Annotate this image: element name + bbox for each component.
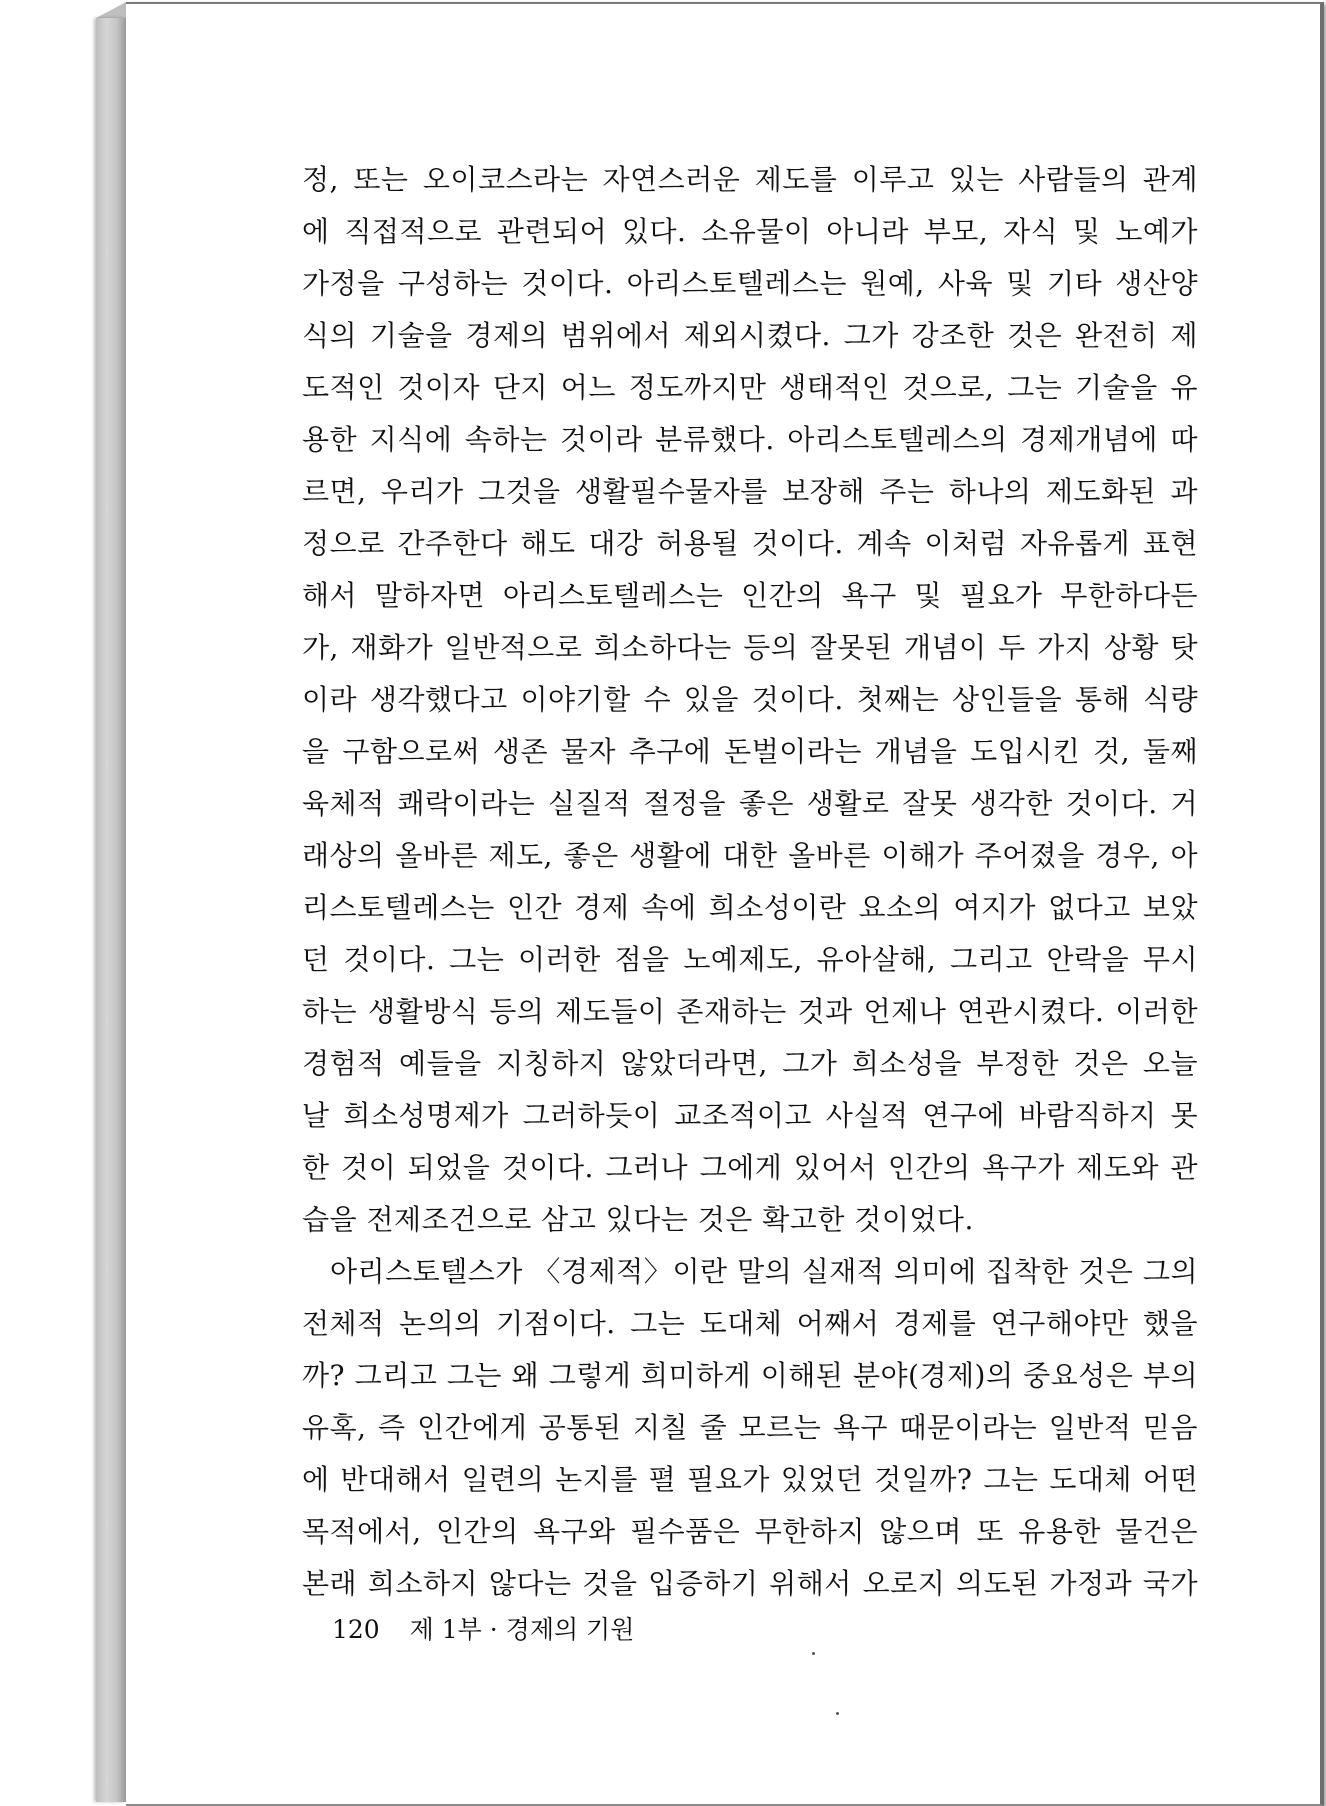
text-line: 경험적 예들을 지칭하지 않았더라면, 그가 희소성을 부정한 것은 오늘 [302, 1047, 1198, 1080]
text-line: 한 것이 되었을 것이다. 그러나 그에게 있어서 인간의 욕구가 제도와 관 [302, 1151, 1198, 1184]
text-line: 해서 말하자면 아리스토텔레스는 인간의 욕구 및 필요가 무한하다든 [302, 579, 1198, 612]
text-line: 에 직접적으로 관련되어 있다. 소유물이 아니라 부모, 자식 및 노예가 [302, 215, 1198, 248]
text-line: 에 반대해서 일련의 논지를 펼 필요가 있었던 것일까? 그는 도대체 어떤 [302, 1463, 1198, 1496]
text-line: 목적에서, 인간의 욕구와 필수품은 무한하지 않으며 또 유용한 물건은 [302, 1515, 1198, 1548]
page-footer [332, 1610, 634, 1646]
text-line: 본래 희소하지 않다는 것을 입증하기 위해서 오로지 의도된 가정과 국가 [302, 1567, 1198, 1600]
scan-speck [812, 1652, 815, 1655]
text-line: 을 구함으로써 생존 물자 추구에 돈벌이라는 개념을 도입시킨 것, 둘째 [302, 735, 1198, 768]
text-line: 래상의 올바른 제도, 좋은 생활에 대한 올바른 이해가 주어졌을 경우, 아 [302, 839, 1198, 872]
page-number: 120 [332, 1615, 380, 1644]
text-line: 식의 기술을 경제의 범위에서 제외시켰다. 그가 강조한 것은 완전히 제 [302, 319, 1198, 352]
text-line: 하는 생활방식 등의 제도들이 존재하는 것과 언제나 연관시켰다. 이러한 [302, 995, 1198, 1028]
text-line: 도적인 것이자 단지 어느 정도까지만 생태적인 것으로, 그는 기술을 유 [302, 371, 1198, 404]
scan-speck [836, 1712, 839, 1715]
text-line: 리스토텔레스는 인간 경제 속에 희소성이란 요소의 여지가 없다고 보았 [302, 891, 1198, 924]
paragraph-start-line: 아리스토텔스가 〈경제적〉이란 말의 실재적 의미에 집착한 것은 그의 [330, 1255, 1198, 1288]
text-line: 용한 지식에 속하는 것이라 분류했다. 아리스토텔레스의 경제개념에 따 [302, 423, 1198, 456]
book-spine [96, 18, 126, 1802]
text-line: 르면, 우리가 그것을 생활필수물자를 보장해 주는 하나의 제도화된 과 [302, 475, 1198, 508]
paragraph-end-line: 습을 전제조건으로 삼고 있다는 것은 확고한 것이었다. [302, 1203, 974, 1236]
text-line: 가, 재화가 일반적으로 희소하다는 등의 잘못된 개념이 두 가지 상황 탓 [302, 631, 1198, 664]
text-line: 정, 또는 오이코스라는 자연스러운 제도를 이루고 있는 사람들의 관계 [302, 163, 1198, 196]
body-text [302, 154, 1198, 1600]
text-line: 이라 생각했다고 이야기할 수 있을 것이다. 첫째는 상인들을 통해 식량 [302, 683, 1198, 716]
text-line: 가정을 구성하는 것이다. 아리스토텔레스는 원예, 사육 및 기타 생산양 [302, 267, 1198, 300]
text-line: 유혹, 즉 인간에게 공통된 지칠 줄 모르는 욕구 때문이라는 일반적 믿음 [302, 1411, 1198, 1444]
text-line: 까? 그리고 그는 왜 그렇게 희미하게 이해된 분야(경제)의 중요성은 부의 [302, 1359, 1198, 1392]
text-line: 정으로 간주한다 해도 대강 허용될 것이다. 계속 이처럼 자유롭게 표현 [302, 527, 1198, 560]
text-line: 전체적 논의의 기점이다. 그는 도대체 어째서 경제를 연구해야만 했을 [302, 1307, 1198, 1340]
text-line: 육체적 쾌락이라는 실질적 절정을 좋은 생활로 잘못 생각한 것이다. 거 [302, 787, 1198, 820]
text-line: 던 것이다. 그는 이러한 점을 노예제도, 유아살해, 그리고 안락을 무시 [302, 943, 1198, 976]
book-spine-top [96, 2, 126, 18]
text-line: 날 희소성명제가 그러하듯이 교조적이고 사실적 연구에 바람직하지 못 [302, 1099, 1198, 1132]
running-header-section: 제 1부 · 경제의 기원 [409, 1615, 635, 1644]
